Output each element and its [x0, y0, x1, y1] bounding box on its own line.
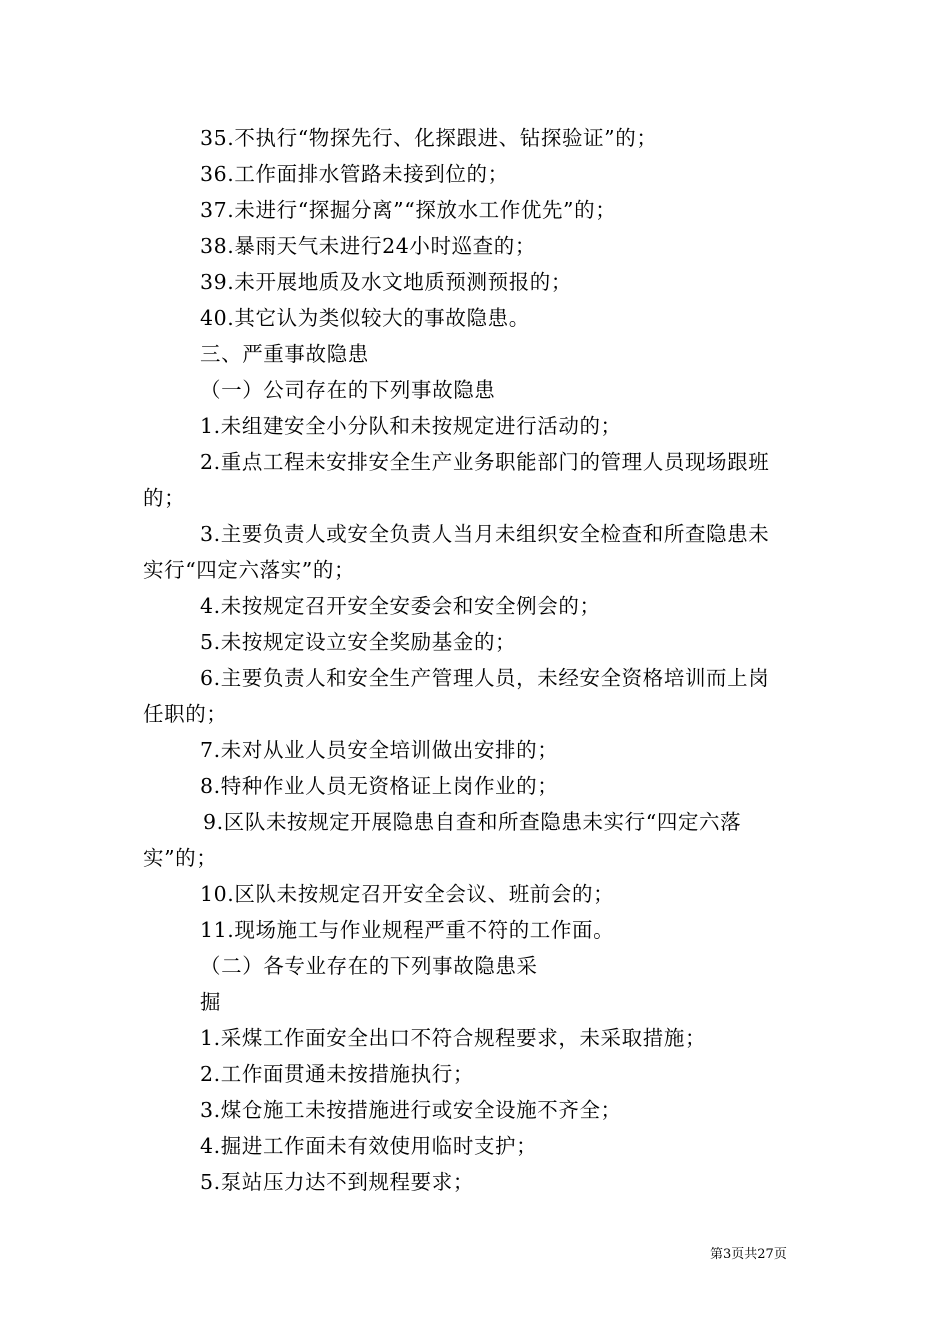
list-item: 2.工作面贯通未按措施执行；: [200, 1062, 474, 1086]
list-item: 1.未组建安全小分队和未按规定进行活动的；: [200, 414, 622, 438]
list-item: 6.主要负责人和安全生产管理人员，未经安全资格培训而上岗: [200, 666, 770, 690]
list-item: 8.特种作业人员无资格证上岗作业的；: [200, 774, 559, 798]
list-item: 1.采煤工作面安全出口不符合规程要求，未采取措施；: [200, 1026, 707, 1050]
list-item: 9.区队未按规定开展隐患自查和所查隐患未实行“四定六落: [203, 810, 742, 834]
list-item: 7.未对从业人员安全培训做出安排的；: [200, 738, 559, 762]
list-item: 4.未按规定召开安全安委会和安全例会的；: [200, 594, 601, 618]
subsection-heading: （二）各专业存在的下列事故隐患采: [200, 954, 538, 978]
list-item-continuation: 实”的；: [143, 846, 218, 870]
page-number: 第3页共27页: [710, 1247, 787, 1262]
list-item: 11.现场施工与作业规程严重不符的工作面。: [200, 918, 615, 942]
list-item: 38.暴雨天气未进行24小时巡查的；: [200, 234, 536, 258]
list-item-continuation: 任职的；: [143, 702, 228, 726]
list-item: 3.主要负责人或安全负责人当月未组织安全检查和所查隐患未: [200, 522, 770, 546]
list-item: 35.不执行“物探先行、化探跟进、钻探验证”的；: [200, 126, 658, 150]
list-item: 10.区队未按规定召开安全会议、班前会的；: [200, 882, 615, 906]
list-item: 37.未进行“探掘分离”“探放水工作优先”的；: [200, 198, 617, 222]
list-item: 39.未开展地质及水文地质预测预报的；: [200, 270, 573, 294]
list-item: 5.未按规定设立安全奖励基金的；: [200, 630, 517, 654]
subsection-heading: （一）公司存在的下列事故隐患: [200, 378, 496, 402]
list-item-continuation: 实行“四定六落实”的；: [143, 558, 356, 582]
list-item: 5.泵站压力达不到规程要求；: [200, 1170, 474, 1194]
list-item: 40.其它认为类似较大的事故隐患。: [200, 306, 530, 330]
section-heading: 三、严重事故隐患: [200, 342, 369, 366]
list-item: 2.重点工程未安排安全生产业务职能部门的管理人员现场跟班: [200, 450, 770, 474]
list-item: 4.掘进工作面未有效使用临时支护；: [200, 1134, 538, 1158]
subsection-heading-continuation: 掘: [200, 990, 222, 1014]
list-item-continuation: 的；: [143, 486, 186, 510]
list-item: 36.工作面排水管路未接到位的；: [200, 162, 509, 186]
list-item: 3.煤仓施工未按措施进行或安全设施不齐全；: [200, 1098, 622, 1122]
